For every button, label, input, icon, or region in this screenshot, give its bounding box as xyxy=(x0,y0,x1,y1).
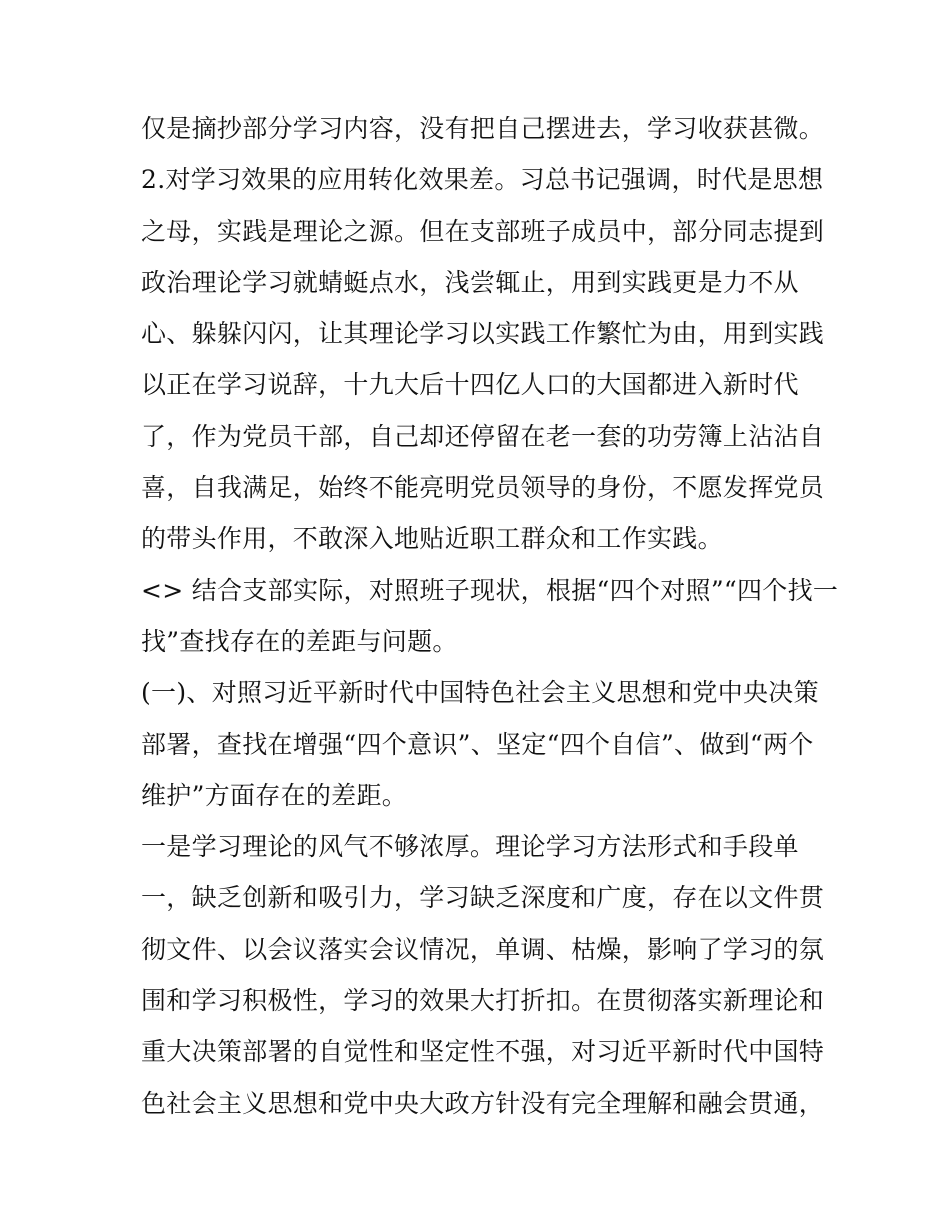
text-line: 一是学习理论的风气不够浓厚。理论学习方法形式和手段单 xyxy=(141,832,799,862)
text-line: (一)、对照习近平新时代中国特色社会主义思想和党中央决策 xyxy=(141,678,819,708)
text-line: 色社会主义思想和党中央大政方针没有完全理解和融会贯通， xyxy=(141,1088,825,1118)
text-line: 彻文件、以会议落实会议情况，单调、枯燥，影响了学习的氛 xyxy=(141,934,825,964)
text-line: 维护”方面存在的差距。 xyxy=(141,780,408,810)
text-line: 喜，自我满足，始终不能亮明党员领导的身份，不愿发挥党员 xyxy=(141,473,825,503)
text-line: 一，缺乏创新和吸引力，学习缺乏深度和广度，存在以文件贯 xyxy=(141,883,825,913)
text-line: 围和学习积极性，学习的效果大打折扣。在贯彻落实新理论和 xyxy=(141,986,825,1016)
text-line: 政治理论学习就蜻蜓点水，浅尝辄止，用到实践更是力不从 xyxy=(141,267,799,297)
text-line: 以正在学习说辞，十九大后十四亿人口的大国都进入新时代 xyxy=(141,370,799,400)
text-line: 心、躲躲闪闪，让其理论学习以实践工作繁忙为由，用到实践 xyxy=(141,319,825,349)
text-line: 仅是摘抄部分学习内容，没有把自己摆进去，学习收获甚微。 xyxy=(141,114,825,143)
text-line: 之母，实践是理论之源。但在支部班子成员中，部分同志提到 xyxy=(141,216,825,246)
text-line: <> 结合支部实际，对照班子现状，根据“四个对照”“四个找一 xyxy=(141,575,839,605)
text-line: 了，作为党员干部，自己却还停留在老一套的功劳簿上沾沾自 xyxy=(141,421,825,451)
text-line: 的带头作用，不敢深入地贴近职工群众和工作实践。 xyxy=(141,524,723,554)
document-body xyxy=(141,103,839,1129)
text-line: 找”查找存在的差距与问题。 xyxy=(141,626,458,656)
text-line: 2.对学习效果的应用转化效果差。习总书记强调，时代是思想 xyxy=(141,165,824,195)
text-line: 部署，查找在增强“四个意识”、坚定“四个自信”、做到“两个 xyxy=(141,729,814,759)
text-line: 重大决策部署的自觉性和坚定性不强，对习近平新时代中国特 xyxy=(141,1037,825,1067)
